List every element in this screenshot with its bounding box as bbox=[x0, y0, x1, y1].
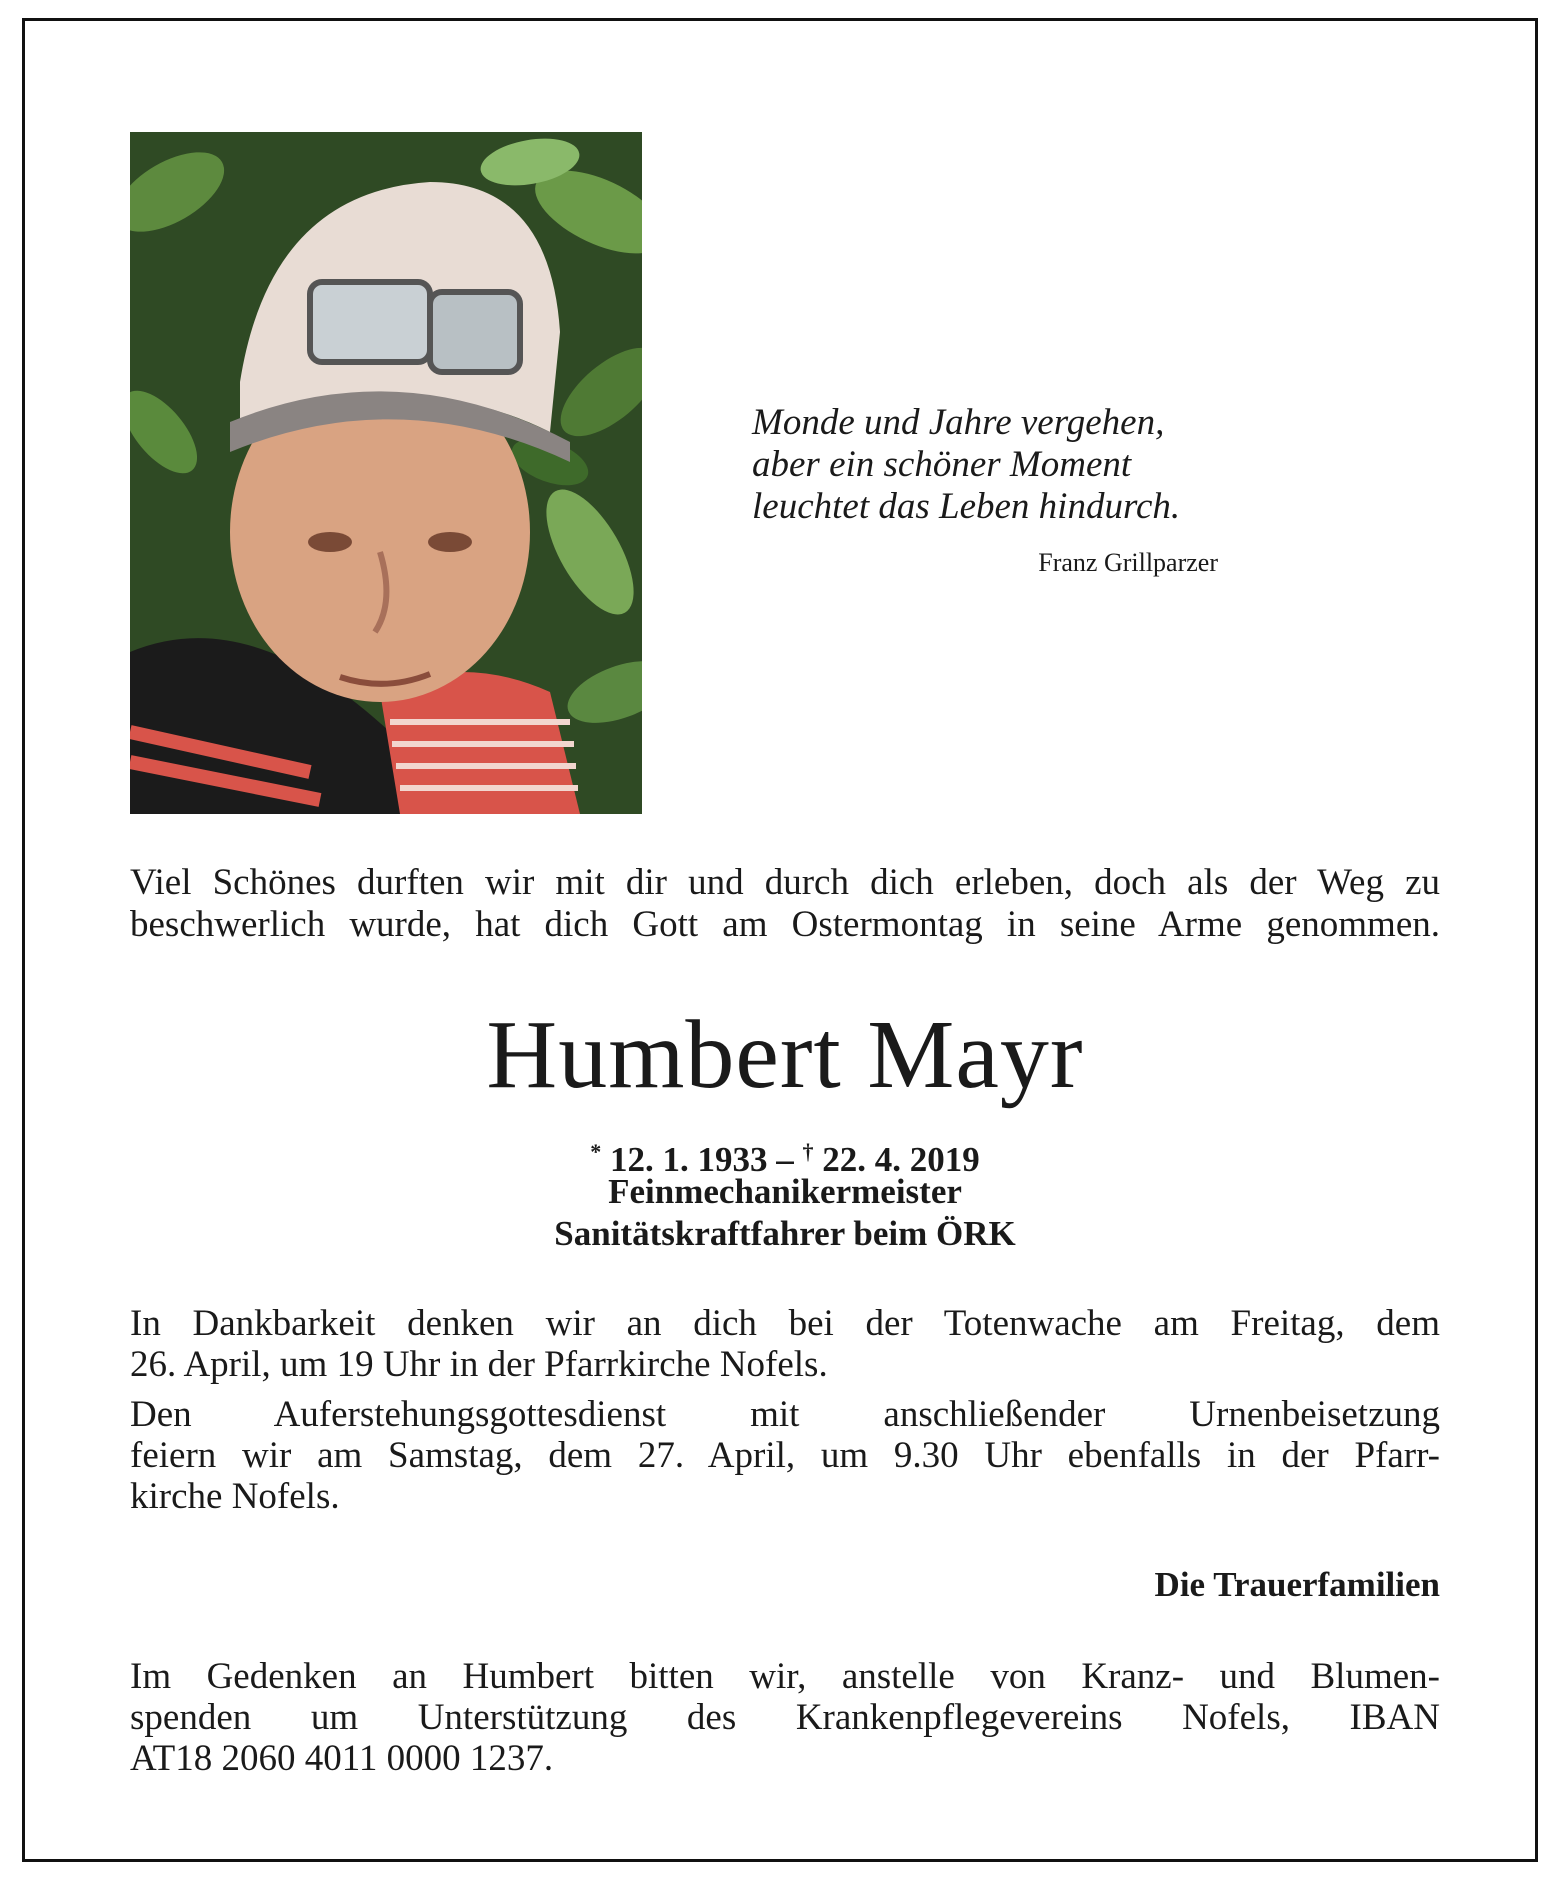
birth-date: 12. 1. 1933 bbox=[610, 1140, 768, 1179]
quote-line: aber ein schöner Moment bbox=[752, 444, 1132, 485]
paragraph-line: In Dankbarkeit denken wir an dich bei der Totenwache am Freitag, dem bbox=[130, 1303, 1440, 1344]
paragraph-line: feiern wir am Samstag, dem 27. April, um 9.30 Uhr ebenfalls in der Pfarr- bbox=[130, 1435, 1440, 1476]
paragraph-line: spenden um Unterstützung des Krankenpflegevereins Nofels, IBAN bbox=[130, 1697, 1440, 1738]
paragraph-line: 26. April, um 19 Uhr in der Pfarrkirche Nofels. bbox=[130, 1344, 828, 1385]
portrait-photo bbox=[130, 132, 642, 814]
quote-author: Franz Grillparzer bbox=[1038, 548, 1218, 577]
deceased-name: Humbert Mayr bbox=[486, 1001, 1084, 1109]
quote-line: leuchtet das Leben hindurch. bbox=[752, 486, 1181, 527]
service-paragraph bbox=[130, 1394, 1440, 1517]
memorial-quote bbox=[752, 402, 1272, 528]
birth-symbol: * bbox=[590, 1139, 602, 1164]
paragraph-line: AT18 2060 4011 0000 1237. bbox=[130, 1738, 554, 1779]
death-symbol: † bbox=[802, 1139, 814, 1164]
signature: Die Trauerfamilien bbox=[1154, 1565, 1440, 1604]
portrait-illustration bbox=[130, 132, 642, 814]
intro-text bbox=[130, 862, 1440, 946]
intro-line: beschwerlich wurde, hat dich Gott am Ostermontag in seine Arme genommen. bbox=[130, 904, 1440, 945]
profession: Feinmechanikermeister bbox=[608, 1172, 962, 1211]
volunteer-role: Sanitätskraftfahrer beim ÖRK bbox=[554, 1214, 1016, 1253]
paragraph-line: Im Gedenken an Humbert bitten wir, anstelle von Kranz- und Blumen- bbox=[130, 1656, 1440, 1697]
donation-paragraph bbox=[130, 1656, 1440, 1779]
intro-line: Viel Schönes durften wir mit dir und durch dich erleben, doch als der Weg zu bbox=[130, 862, 1440, 903]
paragraph-line: Den Auferstehungsgottesdienst mit anschließender Urnenbeisetzung bbox=[130, 1394, 1440, 1435]
date-separator: – bbox=[776, 1140, 794, 1179]
quote-line: Monde und Jahre vergehen, bbox=[752, 402, 1165, 443]
death-date: 22. 4. 2019 bbox=[822, 1140, 980, 1179]
wake-paragraph bbox=[130, 1303, 1440, 1385]
paragraph-line: kirche Nofels. bbox=[130, 1476, 340, 1517]
